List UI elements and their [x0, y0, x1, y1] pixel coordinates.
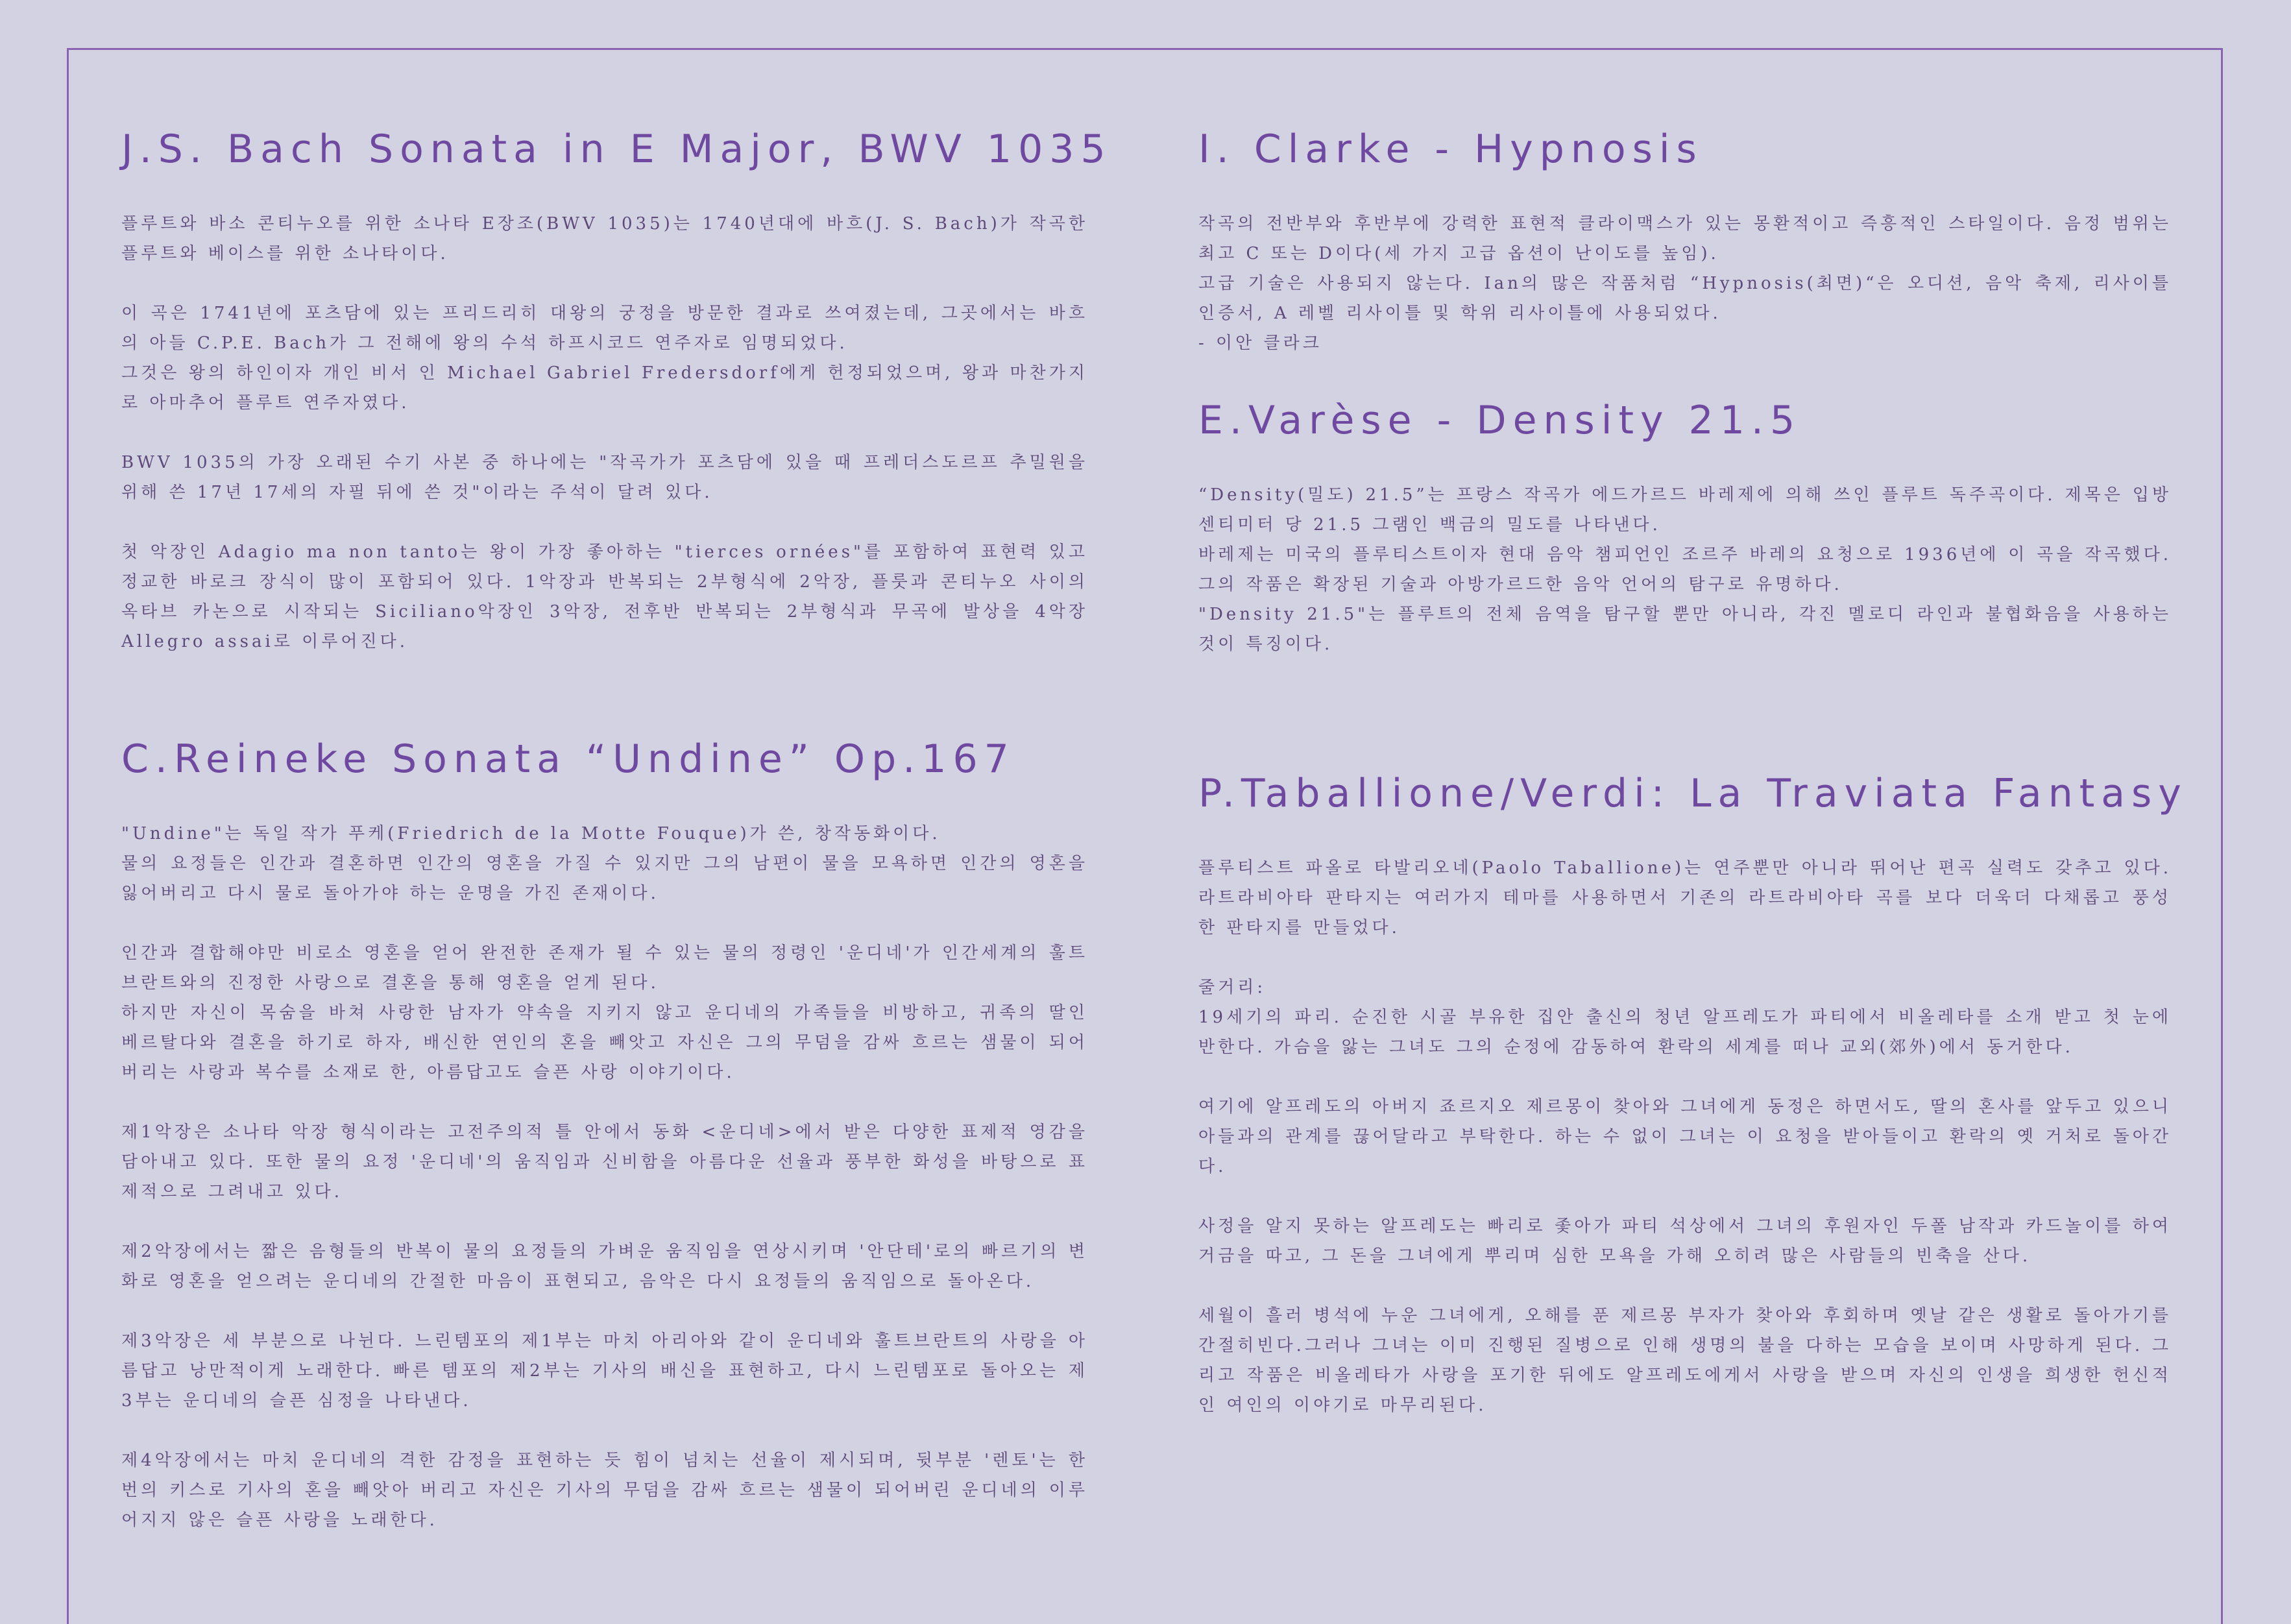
paragraph: 이 곡은 1741년에 포츠담에 있는 프리드리히 대왕의 궁정을 방문한 결과로 쓰여졌는데, 그곳에서는 바흐의 아들 C.P.E. Bach가 그 전해에 왕의 수석 하프시코드 연주자로 임명되었다.	[121, 304, 1088, 353]
paragraph: 제3악장은 세 부분으로 나뉜다. 느린템포의 제1부는 마치 아리아와 같이 운디네와 훌트브란트의 사랑을 아름답고 낭만적이게 노래한다. 빠른 템포의 제2부는 기사의 배신을 표현하고, 다시 느린템포로 돌아오는 제3부는 운디네의 슬픈 심정을 나타낸다.	[121, 1331, 1088, 1411]
paragraph: BWV 1035의 가장 오래된 수기 사본 중 하나에는 "작곡가가 포츠담에 있을 때 프레더스도르프 추밀원을 위해 쓴 17년 17세의 자필 뒤에 쓴 것"이라는 주석이 달려 있다.	[121, 453, 1088, 502]
paragraph: 플루티스트 파올로 타발리오네(Paolo Taballione)는 연주뿐만 아니라 뛰어난 편곡 실력도 갖추고 있다. 라트라비아타 판타지는 여러가지 테마를 사용하면서 기존의 라트라비아타 곡를 보다 더욱더 다채롭고 풍성한 판타지를 만들었다.	[1198, 858, 2172, 938]
section-title: I. Clarke - Hypnosis	[1198, 127, 1703, 172]
paragraph: 제2악장에서는 짧은 음형들의 반복이 물의 요정들의 가벼운 움직임을 연상시키며 '안단테'로의 빠르기의 변화로 영혼을 얻으려는 운디네의 간절한 마음이 표현되고, 음악은 다시 요정들의 움직임으로 돌아온다.	[121, 1242, 1088, 1291]
section-body	[1198, 853, 2172, 1420]
paragraph: 물의 요정들은 인간과 결혼하면 인간의 영혼을 가질 수 있지만 그의 남편이 물을 모욕하면 인간의 영혼을 잃어버리고 다시 물로 돌아가야 하는 운명을 가진 존재이다.	[121, 854, 1088, 903]
section-body	[121, 819, 1088, 1535]
section-title: E.Varèse - Density 21.5	[1198, 398, 1802, 443]
section-title: C.Reineke Sonata “Undine” Op.167	[121, 736, 1015, 782]
section-title: P.Taballione/Verdi: La Traviata Fantasy	[1198, 771, 2188, 816]
paragraph: 고급 기술은 사용되지 않는다. Ian의 많은 작품처럼 “Hypnosis(최면)“은 오디션, 음악 축제, 리사이틀 인증서, A 레벨 리사이틀 및 학위 리사이틀에 사용되었다.	[1198, 274, 2172, 323]
section-bach	[121, 123, 1112, 657]
paragraph: - 이안 클라크	[1198, 333, 1322, 353]
paragraph: 제1악장은 소나타 악장 형식이라는 고전주의적 틀 안에서 동화 <운디네>에서 받은 다양한 표제적 영감을 담아내고 있다. 또한 물의 요정 '운디네'의 움직임과 신비함을 아름다운 선율과 풍부한 화성을 바탕으로 표제적으로 그려내고 있다.	[121, 1122, 1088, 1202]
section-taballione	[1198, 768, 2188, 1420]
paragraph: 사정을 알지 못하는 알프레도는 빠리로 좇아가 파티 석상에서 그녀의 후원자인 두폴 남작과 카드놀이를 하여 거금을 따고, 그 돈을 그녀에게 뿌리며 심한 모욕을 가해 오히려 많은 사람들의 빈축을 산다.	[1198, 1217, 2172, 1266]
paragraph: 줄거리:	[1198, 978, 1267, 997]
paragraph: 바레제는 미국의 플루티스트이자 현대 음악 챔피언인 조르주 바레의 요청으로 1936년에 이 곡을 작곡했다. 그의 작품은 확장된 기술과 아방가르드한 음악 언어의 탐구로 유명하다.	[1198, 545, 2172, 594]
section-body	[1198, 480, 2172, 659]
paragraph: 하지만 자신이 목숨을 바쳐 사랑한 남자가 약속을 지키지 않고 운디네의 가족들을 비방하고, 귀족의 딸인 베르탈다와 결혼을 하기로 하자, 배신한 연인의 혼을 빼앗고 자신은 그의 무덤을 감싸 흐르는 샘물이 되어버리는 사랑과 복수를 소재로 한, 아름답고도 슬픈 사랑 이야기이다.	[121, 1003, 1088, 1082]
paragraph: 첫 악장인 Adagio ma non tanto는 왕이 가장 좋아하는 "tierces ornées"를 포함하여 표현력 있고 정교한 바로크 장식이 많이 포함되어 있다. 1악장과 반복되는 2부형식에 2악장, 플룻과 콘티누오 사이의 옥타브 카논으로 시작되는 Siciliano악장인 3악장, 전후반 반복되는 2부형식과 무곡에 발상을 4악장 Allegro assai로 이루어진다.	[121, 542, 1088, 651]
section-varese	[1198, 394, 2172, 659]
section-body	[121, 209, 1088, 657]
paragraph: 여기에 알프레도의 아버지 죠르지오 제르몽이 찾아와 그녀에게 동정은 하면서도, 딸의 혼사를 앞두고 있으니 아들과의 관계를 끊어달라고 부탁한다. 하는 수 없이 그녀는 이 요청을 받아들이고 환락의 옛 거처로 돌아간다.	[1198, 1097, 2172, 1176]
section-clarke	[1198, 123, 2172, 358]
paragraph: 인간과 결합해야만 비로소 영혼을 얻어 완전한 존재가 될 수 있는 물의 정령인 '운디네'가 인간세계의 훌트브란트와의 진정한 사랑으로 결혼을 통해 영혼을 얻게 된다.	[121, 943, 1088, 993]
section-title: J.S. Bach Sonata in E Major, BWV 1035	[121, 127, 1112, 172]
paragraph: 그것은 왕의 하인이자 개인 비서 인 Michael Gabriel Fredersdorf에게 헌정되었으며, 왕과 마찬가지로 아마추어 플루트 연주자였다.	[121, 363, 1088, 413]
paragraph: 제4악장에서는 마치 운디네의 격한 감정을 표현하는 듯 힘이 넘치는 선율이 제시되며, 뒷부분 '렌토'는 한 번의 키스로 기사의 혼을 빼앗아 버리고 자신은 기사의 무덤을 감싸 흐르는 샘물이 되어버린 운디네의 이루어지지 않은 슬픈 사랑을 노래한다.	[121, 1451, 1088, 1530]
paragraph: 세월이 흘러 병석에 누운 그녀에게, 오해를 푼 제르몽 부자가 찾아와 후회하며 옛날 같은 생활로 돌아가기를 간절히빈다.그러나 그녀는 이미 진행된 질병으로 인해 생명의 불을 다하는 모습을 보이며 사망하게 된다. 그리고 작품은 비올레타가 사랑을 포기한 뒤에도 알프레도에게서 사랑을 받으며 자신의 인생을 희생한 헌신적인 여인의 이야기로 마무리된다.	[1198, 1306, 2172, 1415]
section-reineke	[121, 733, 1088, 1535]
paragraph: 플루트와 바소 콘티누오를 위한 소나타 E장조(BWV 1035)는 1740년대에 바흐(J. S. Bach)가 작곡한 플루트와 베이스를 위한 소나타이다.	[121, 214, 1088, 263]
paragraph: 작곡의 전반부와 후반부에 강력한 표현적 클라이맥스가 있는 몽환적이고 즉흥적인 스타일이다. 음정 범위는 최고 C 또는 D이다(세 가지 고급 옵션이 난이도를 높임).	[1198, 214, 2172, 263]
paragraph: 19세기의 파리. 순진한 시골 부유한 집안 출신의 청년 알프레도가 파티에서 비올레타를 소개 받고 첫 눈에 반한다. 가슴을 앓는 그녀도 그의 순정에 감동하여 환락의 세계를 떠나 교외(郊外)에서 동거한다.	[1198, 1008, 2172, 1057]
paragraph: “Density(밀도) 21.5”는 프랑스 작곡가 에드가르드 바레제에 의해 쓰인 플루트 독주곡이다. 제목은 입방 센티미터 당 21.5 그램인 백금의 밀도를 나타낸다.	[1198, 485, 2172, 535]
paragraph: "Undine"는 독일 작가 푸케(Friedrich de la Motte Fouque)가 쓴, 창작동화이다.	[121, 824, 941, 843]
section-body	[1198, 209, 2172, 358]
paragraph: "Density 21.5"는 플루트의 전체 음역을 탐구할 뿐만 아니라, 각진 멜로디 라인과 불협화음을 사용하는 것이 특징이다.	[1198, 605, 2172, 654]
